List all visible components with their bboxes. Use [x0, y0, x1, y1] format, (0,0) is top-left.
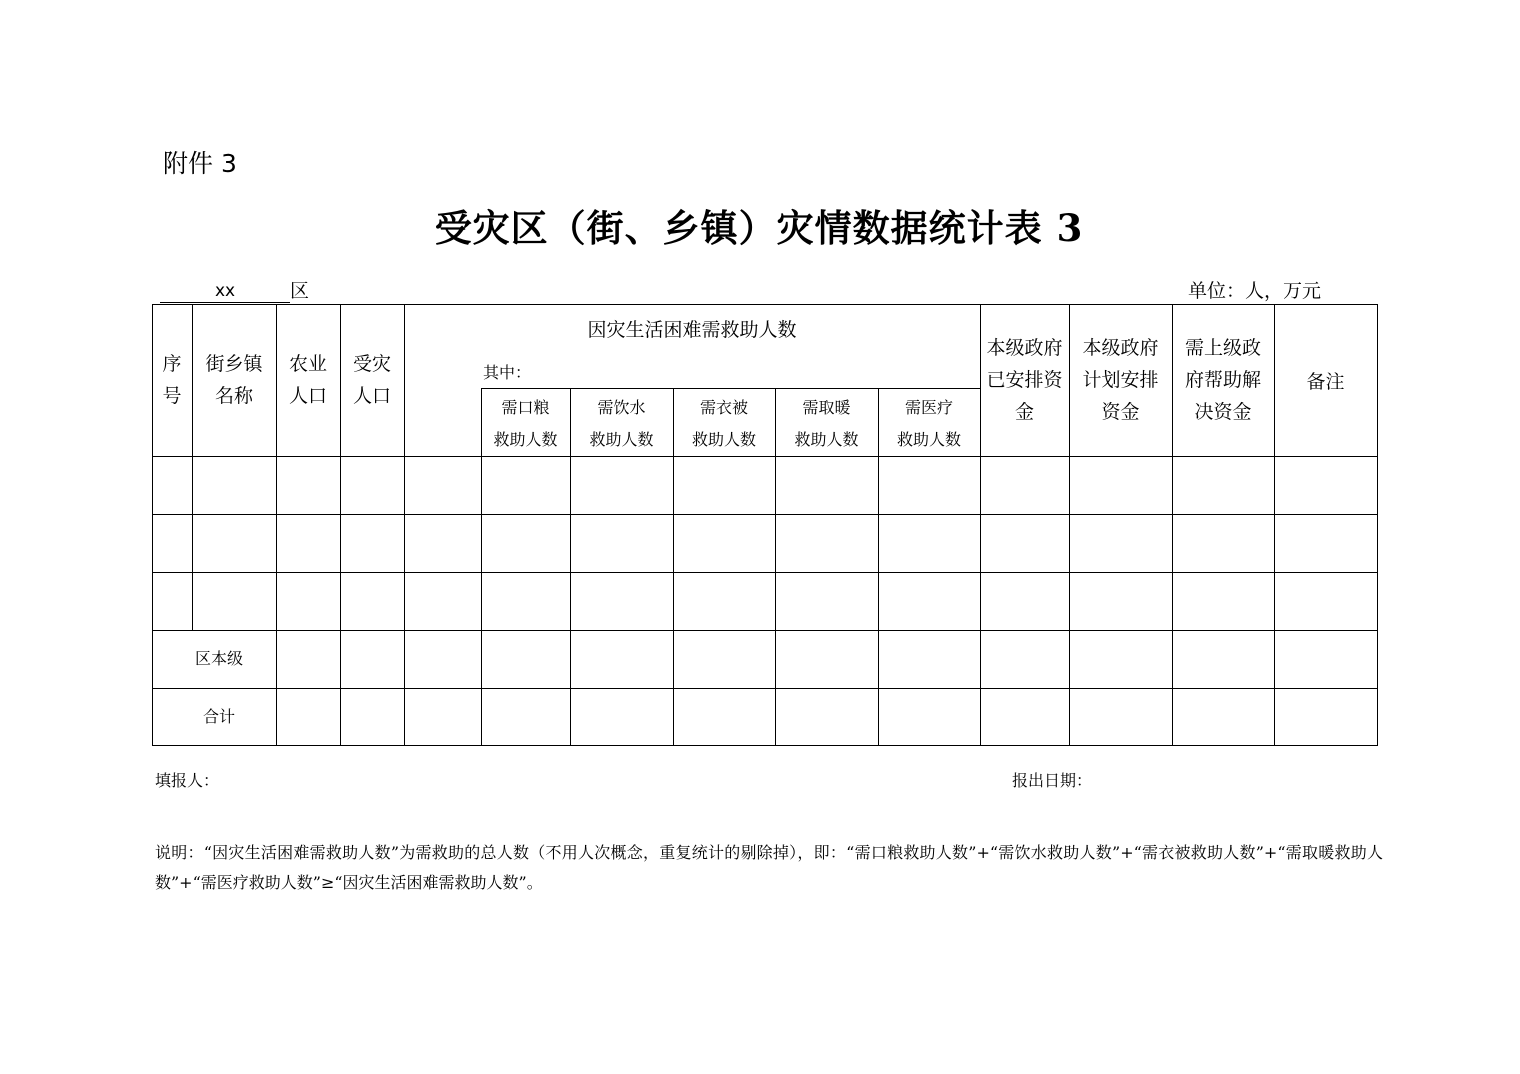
header-text: 救助人数 [493, 430, 558, 449]
row-line [152, 630, 1378, 631]
header-text: 本级政府 [1082, 337, 1159, 359]
header-need-food [481, 392, 570, 456]
header-text: 救助人数 [691, 430, 756, 449]
explanation-note: 说明：“因灾生活困难需救助人数”为需救助的总人数（不用人次概念，重复统计的剔除掉），即：“需口粮救助人数”+“需饮水救助人数”+“需衣被救助人数”+“需取暖救助人数”+“需医疗救助人数”≥“因灾生活困难需救助人数”。 [155, 843, 1383, 892]
header-text: 需上级政 [1184, 337, 1261, 359]
header-remarks: 备注 [1306, 371, 1345, 393]
header-text: 需饮水 [597, 398, 646, 417]
report-date-label: 报出日期： [1012, 771, 1093, 790]
header-text: 人口 [288, 385, 327, 407]
header-need-help-total: 因灾生活困难需救助人数 [587, 319, 797, 341]
header-text: 已安排资 [986, 369, 1063, 391]
header-text: 序 [162, 353, 182, 375]
header-need-clothing [673, 392, 775, 456]
header-seq [152, 304, 192, 456]
row-line [152, 572, 1378, 573]
header-text: 受灾 [352, 353, 391, 375]
header-text: 农业 [288, 353, 327, 375]
header-text: 府帮助解 [1184, 369, 1261, 391]
header-gov-planned-funds [1069, 304, 1172, 456]
table-border-bottom [152, 745, 1378, 746]
header-need-water [570, 392, 673, 456]
summary-row-total: 合计 [202, 706, 235, 726]
header-text: 需取暖 [802, 398, 851, 417]
header-town-name [192, 304, 276, 456]
header-text: 需医疗 [904, 398, 953, 417]
header-need-heating [775, 392, 878, 456]
subheader-divider [481, 388, 980, 389]
district-input[interactable]: xx [160, 280, 290, 303]
summary-row-district-level: 区本级 [194, 649, 243, 668]
header-among: 其中： [483, 363, 532, 382]
header-text: 救助人数 [589, 430, 654, 449]
header-gov-arranged-funds [980, 304, 1069, 456]
page-title-text: 受灾区（街、乡镇）灾情数据统计表 3 [434, 206, 1084, 250]
header-text: 决资金 [1194, 401, 1252, 423]
header-bottom-line [152, 456, 1378, 457]
header-text: 资金 [1101, 401, 1140, 423]
header-agri-population [276, 304, 340, 456]
header-text: 人口 [352, 385, 391, 407]
attachment-label: 附件 3 [163, 149, 237, 178]
header-text: 名称 [214, 385, 253, 407]
header-text: 救助人数 [794, 430, 859, 449]
header-affected-population [340, 304, 404, 456]
col-line [404, 304, 405, 746]
row-line [152, 688, 1378, 689]
unit-label: 单位：人，万元 [1188, 280, 1322, 302]
header-text: 计划安排 [1082, 369, 1159, 391]
header-text: 号 [162, 385, 182, 407]
district-suffix: 区 [290, 280, 310, 302]
header-text: 需口粮 [501, 398, 550, 417]
header-text: 需衣被 [699, 398, 748, 417]
header-text: 救助人数 [896, 430, 961, 449]
header-text: 街乡镇 [205, 353, 263, 375]
row-line [152, 514, 1378, 515]
header-higher-gov-funds [1172, 304, 1274, 456]
header-need-medical [878, 392, 980, 456]
table-border-right [1377, 304, 1378, 746]
filler-label: 填报人： [155, 771, 220, 790]
header-text: 金 [1014, 401, 1034, 423]
header-text: 本级政府 [986, 337, 1063, 359]
